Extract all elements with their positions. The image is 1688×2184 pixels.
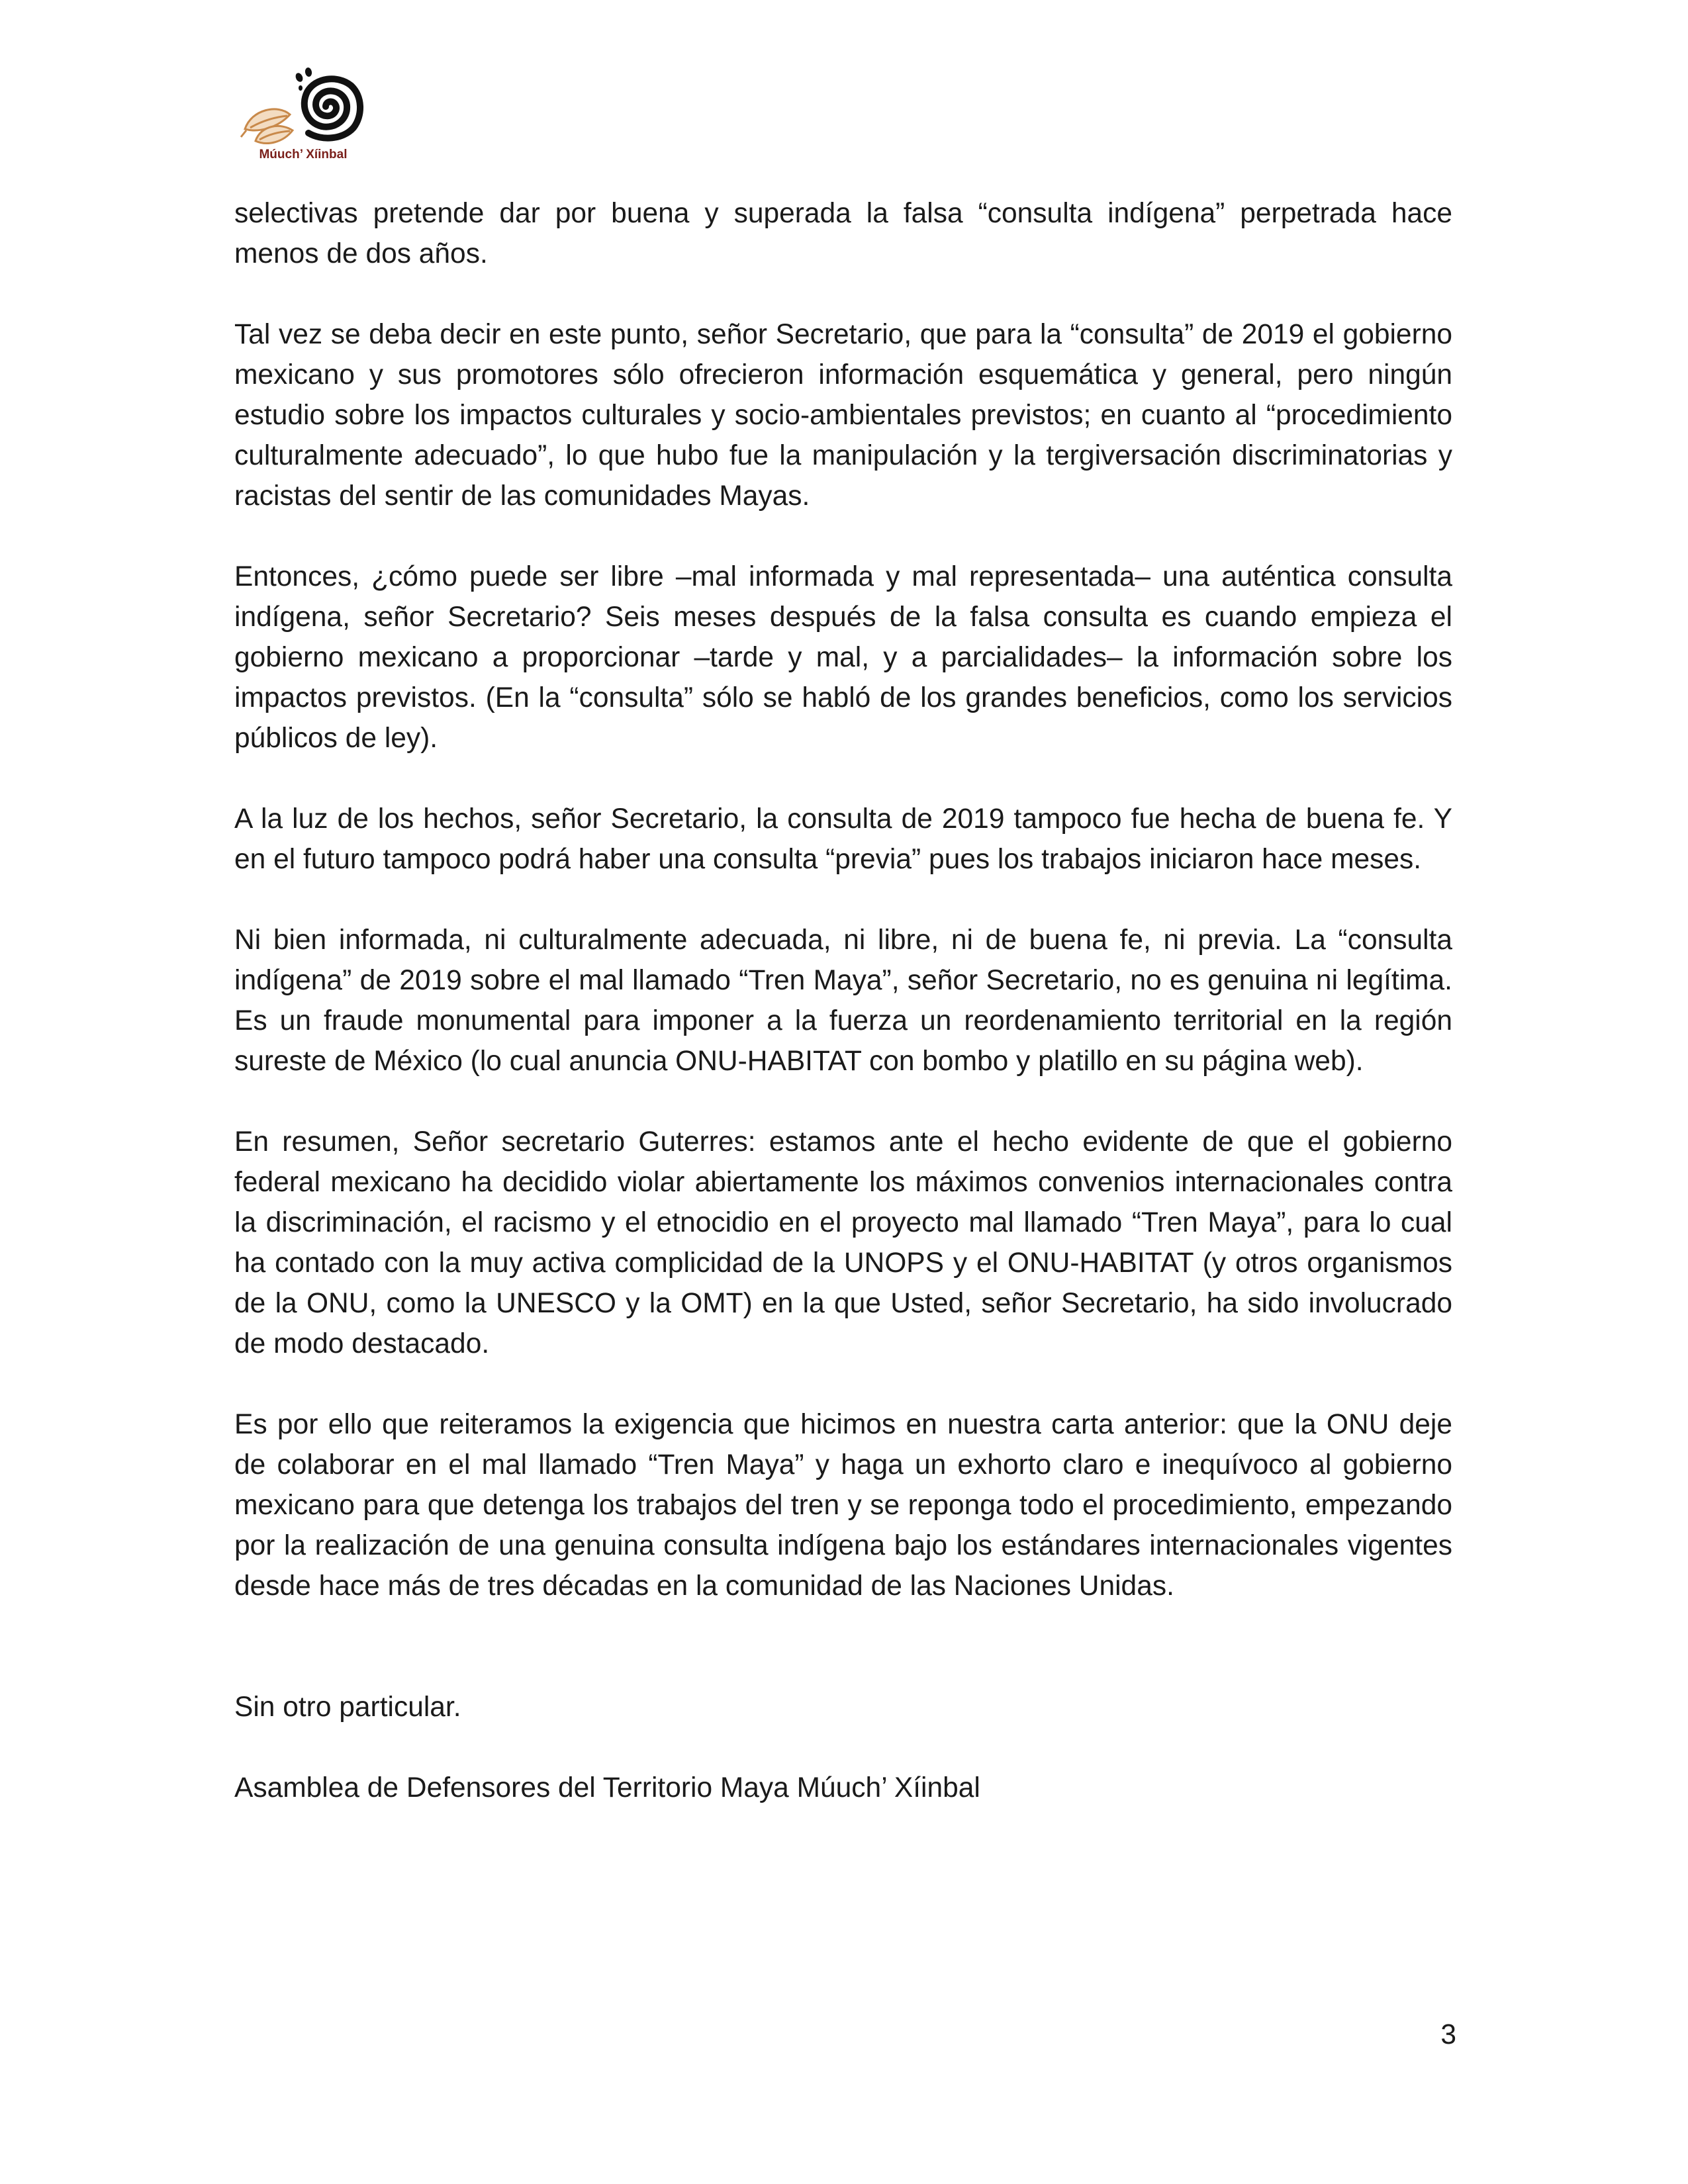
paragraph: A la luz de los hechos, señor Secretario, la consulta de 2019 tampoco fue hecha de buena fe. Y en el futuro tampoco podrá haber una consulta “previa” pues los trabajos iniciaron hace meses. xyxy=(234,803,1452,875)
paragraph: Entonces, ¿cómo puede ser libre –mal informada y mal representada– una auténtica consulta indígena, señor Secretario? Seis meses después de la falsa consulta es cuando empieza el gobierno mexicano a proporcionar –tarde y mal, y a parcialidades– la información sobre los impactos previstos. (En la “consulta” sólo se habló de los grandes beneficios, como los servicios públicos de ley). xyxy=(234,561,1452,754)
letter-body xyxy=(234,193,1452,1848)
paragraph: selectivas pretende dar por buena y superada la falsa “consulta indígena” perpetrada hace menos de dos años. xyxy=(234,198,1452,269)
logo-text: Múuch’ Xíinbal xyxy=(259,148,348,161)
closing-line: Sin otro particular. xyxy=(234,1692,461,1723)
paragraph: Tal vez se deba decir en este punto, señor Secretario, que para la “consulta” de 2019 el gobierno mexicano y sus promotores sólo ofrecieron información esquemática y general, pero ningún estudio sobre los impactos culturales y socio-ambientales previstos; en cuanto al “procedimiento culturalmente adecuado”, lo que hubo fue la manipulación y la tergiversación discriminatorias y racistas del sentir de las comunidades Mayas. xyxy=(234,319,1452,512)
paragraph: Es por ello que reiteramos la exigencia que hicimos en nuestra carta anterior: que la ONU deje de colaborar en el mal llamado “Tren Maya” y haga un exhorto claro e inequívoco al gobierno mexicano para que detenga los trabajos del tren y se reponga todo el procedimiento, empezando por la realización de una genuina consulta indígena bajo los estándares internacionales vigentes desde hace más de tres décadas en la comunidad de las Naciones Unidas. xyxy=(234,1409,1452,1602)
paragraph: En resumen, Señor secretario Guterres: estamos ante el hecho evidente de que el gobierno federal mexicano ha decidido violar abiertamente los máximos convenios internacionales contra la discriminación, el racismo y el etnocidio en el proyecto mal llamado “Tren Maya”, para lo cual ha contado con la muy activa complicidad de la UNOPS y el ONU-HABITAT (y otros organismos de la ONU, como la UNESCO y la OMT) en la que Usted, señor Secretario, ha sido involucrado de modo destacado. xyxy=(234,1126,1452,1359)
signature-line: Asamblea de Defensores del Territorio Maya Múuch’ Xíinbal xyxy=(234,1772,980,1803)
organization-logo xyxy=(232,63,371,169)
page-number: 3 xyxy=(1440,2019,1456,2050)
paragraph: Ni bien informada, ni culturalmente adecuada, ni libre, ni de buena fe, ni previa. La “consulta indígena” de 2019 sobre el mal llamado “Tren Maya”, señor Secretario, no es genuina ni legítima. Es un fraude monumental para imponer a la fuerza un reordenamiento territorial en la región sureste de México (lo cual anuncia ONU-HABITAT con bombo y platillo en su página web). xyxy=(234,925,1452,1077)
